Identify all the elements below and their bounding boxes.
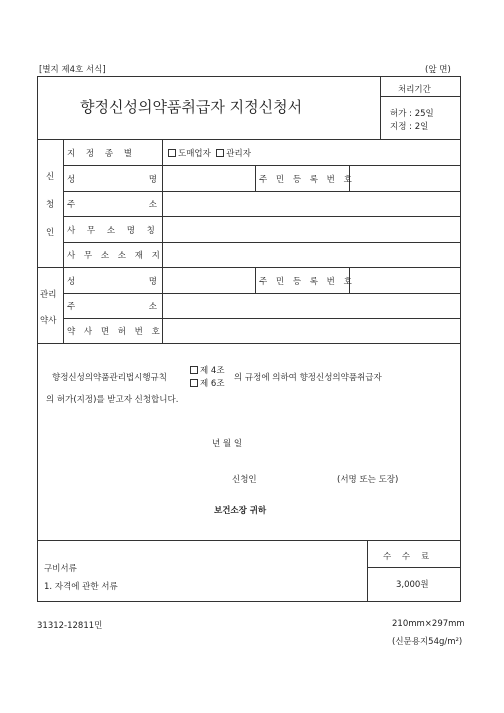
pharmacist-license-label: 약 사 면 허 번 호 — [67, 327, 163, 337]
applicant-label-3: 인 — [46, 228, 55, 238]
regulation-prefix: 향정신성의약품관리법시행규칙 — [52, 373, 167, 383]
checkbox-wholesaler[interactable] — [168, 149, 176, 157]
paper-size: 210mm×297mm — [392, 619, 465, 629]
pharmacist-address-label: 주 소 — [67, 302, 157, 312]
addressee: 보건소장 귀하 — [214, 506, 267, 516]
pharmacist-rrn-label: 주 민 등 록 번 호 — [259, 277, 355, 287]
applicant-signature-label: 신청인 — [232, 475, 257, 485]
office-address-label: 사 무 소 소 재 지 — [67, 251, 163, 261]
application-statement: 의 허가(지정)를 받고자 신청합니다. — [46, 395, 179, 405]
option-article-6: 제 6조 — [190, 377, 225, 389]
office-name-label: 사 무 소 명 칭 — [67, 226, 160, 236]
form-number: [별지 제4호 서식] — [39, 65, 106, 75]
form-title: 향정신성의약품취급자 지정신청서 — [80, 98, 303, 116]
applicant-rrn-label: 주 민 등 록 번 호 — [259, 175, 355, 185]
applicant-address-label: 주 소 — [67, 200, 157, 210]
required-doc-1: 1. 자격에 관한 서류 — [44, 582, 118, 592]
paper-type: (신문용지54g/m²) — [392, 637, 463, 647]
processing-label: 처리기간 — [398, 85, 431, 95]
signature-note: (서명 또는 도장) — [337, 475, 399, 485]
processing-designate: 지정 : 2일 — [390, 122, 429, 132]
applicant-name-label: 성 명 — [67, 175, 157, 185]
option-article-4: 제 4조 — [190, 364, 225, 376]
date-line: 년 월 일 — [212, 439, 243, 449]
applicant-label-2: 청 — [46, 200, 55, 210]
pharmacist-name-label: 성 명 — [67, 277, 157, 287]
form-code: 31312-12811민 — [37, 621, 103, 631]
required-docs-label: 구비서류 — [44, 564, 77, 574]
checkbox-article-6[interactable] — [190, 379, 198, 387]
checkbox-article-4[interactable] — [190, 366, 198, 374]
designation-type-label: 지 정 종 별 — [67, 149, 136, 159]
page-side: (앞 면) — [425, 65, 451, 75]
regulation-suffix: 의 규정에 의하여 향정신성의약품취급자 — [234, 373, 382, 383]
pharmacist-label-1: 관리 — [40, 290, 57, 300]
processing-permit: 허가 : 25일 — [390, 109, 434, 119]
fee-value: 3,000원 — [396, 580, 429, 590]
checkbox-manager[interactable] — [216, 149, 224, 157]
applicant-label-1: 신 — [46, 172, 55, 182]
pharmacist-label-2: 약사 — [40, 316, 57, 326]
designation-type-options: 도매업자 관리자 — [168, 147, 251, 159]
fee-label: 수 수 료 — [383, 552, 434, 562]
